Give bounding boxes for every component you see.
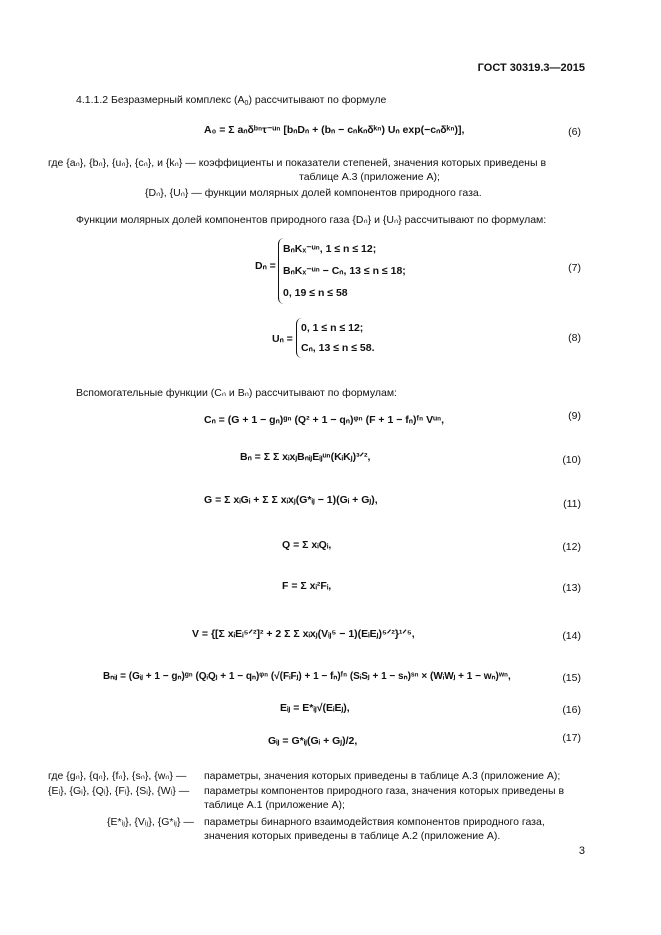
formula-10: Bₙ = Σ Σ xᵢxⱼBₙᵢⱼEᵢⱼᵘⁿ(KᵢKⱼ)³ᐟ²,: [240, 451, 371, 463]
where-clause-1-line-a: где {aₙ}, {bₙ}, {uₙ}, {cₙ}, и {kₙ} — коэффициенты и показатели степеней, значения которых приведены в: [48, 157, 547, 169]
formula-9: Cₙ = (G + 1 − gₙ)ᵍⁿ (Q² + 1 − qₙ)ᵠⁿ (F + 1 − fₙ)ᶠⁿ Vᵘⁿ,: [204, 414, 445, 426]
equation-number-14: (14): [562, 630, 581, 642]
formula-7-case-1: BₙKₓ⁻ᵘⁿ, 1 ≤ n ≤ 12;: [283, 243, 377, 255]
section-title-sub: 0: [244, 100, 249, 107]
formula-16: Eᵢⱼ = E*ᵢⱼ√(EᵢEⱼ),: [280, 702, 350, 714]
definition-3-right: [204, 815, 586, 843]
equation-number-9: (9): [568, 410, 581, 422]
document-header: ГОСТ 30319.3—2015: [477, 62, 585, 74]
where-clause-2: {Dₙ}, {Uₙ} — функции молярных долей компонентов природного газа.: [145, 187, 482, 199]
definition-3-right-line-a: параметры бинарного взаимодействия компонентов природного газа,: [204, 816, 545, 828]
section-title: [76, 93, 386, 111]
definition-2-right: [204, 784, 586, 812]
intro-cb: Вспомогательные функции (Cₙ и Bₙ) рассчитывают по формулам:: [76, 387, 397, 399]
formula-7-cases: [278, 238, 406, 304]
formula-7-case-2: BₙKₓ⁻ᵘⁿ − Cₙ, 13 ≤ n ≤ 18;: [283, 265, 406, 277]
formula-12: Q = Σ xᵢQᵢ,: [282, 539, 332, 551]
where-clause-1: [48, 156, 588, 184]
equation-number-6: (6): [568, 126, 581, 138]
definition-2-left: {Eᵢ}, {Gᵢ}, {Qᵢ}, {Fᵢ}, {Sᵢ}, {Wᵢ} —: [48, 785, 190, 797]
definition-1-left: где {gₙ}, {qₙ}, {fₙ}, {sₙ}, {wₙ} —: [48, 770, 187, 782]
formula-6: A₀ = Σ aₙδᵇⁿτ⁻ᵘⁿ [bₙDₙ + (bₙ − cₙkₙδᵏⁿ) Uₙ exp(−cₙδᵏⁿ)],: [204, 124, 465, 136]
definition-2-right-line-a: параметры компонентов природного газа, значения которых приведены в: [204, 785, 565, 797]
formula-8-cases: [296, 318, 375, 358]
definition-1-right: параметры, значения которых приведены в таблице А.3 (приложение А);: [204, 770, 561, 782]
equation-number-13: (13): [562, 582, 581, 594]
formula-7-lhs: Dₙ =: [255, 260, 276, 272]
definition-2-right-line-b: таблице А.1 (приложение А);: [204, 799, 345, 811]
formula-11: G = Σ xᵢGᵢ + Σ Σ xᵢxⱼ(G*ᵢⱼ − 1)(Gᵢ + Gⱼ),: [204, 494, 378, 506]
section-title-start: 4.1.1.2 Безразмерный комплекс (A: [76, 94, 245, 106]
formula-17: Gᵢⱼ = G*ᵢⱼ(Gᵢ + Gⱼ)/2,: [268, 735, 358, 747]
formula-8-case-1: 0, 1 ≤ n ≤ 12;: [301, 322, 364, 334]
formula-8-case-2: Cₙ, 13 ≤ n ≤ 58.: [301, 342, 375, 354]
equation-number-7: (7): [568, 262, 581, 274]
definition-3-right-line-b: значения которых приведены в таблице А.2 (приложение А).: [204, 830, 501, 842]
formula-15: Bₙᵢⱼ = (Gᵢⱼ + 1 − gₙ)ᵍⁿ (QᵢQⱼ + 1 − qₙ)ᵠⁿ (√(FᵢFⱼ) + 1 − fₙ)ᶠⁿ (SᵢSⱼ + 1 − sₙ)ˢⁿ × (WᵢWⱼ + 1 − wₙ)ʷⁿ,: [103, 671, 511, 682]
equation-number-11: (11): [563, 498, 581, 510]
where-clause-1-line-b: таблице А.3 (приложение А);: [299, 171, 440, 183]
equation-number-16: (16): [562, 704, 581, 716]
page-number: 3: [578, 845, 585, 857]
formula-13: F = Σ xᵢ²Fᵢ,: [282, 580, 332, 592]
formula-7-case-3: 0, 19 ≤ n ≤ 58: [283, 287, 348, 299]
intro-du: Функции молярных долей компонентов природного газа {Dₙ} и {Uₙ} рассчитывают по формулам:: [76, 214, 547, 226]
equation-number-12: (12): [562, 541, 581, 553]
definition-3-left: {E*ᵢⱼ}, {Vᵢⱼ}, {G*ᵢⱼ} —: [107, 816, 194, 828]
formula-14: V = {[Σ xᵢEᵢ⁵ᐟ²]² + 2 Σ Σ xᵢxⱼ(Vᵢⱼ⁵ − 1)(EᵢEⱼ)⁵ᐟ²}¹ᐟ⁵,: [192, 628, 415, 640]
equation-number-17: (17): [562, 732, 581, 744]
formula-8-lhs: Uₙ =: [272, 333, 293, 345]
equation-number-15: (15): [562, 672, 581, 684]
section-title-end: ) рассчитывают по формуле: [248, 94, 387, 106]
equation-number-8: (8): [568, 332, 581, 344]
equation-number-10: (10): [562, 454, 581, 466]
